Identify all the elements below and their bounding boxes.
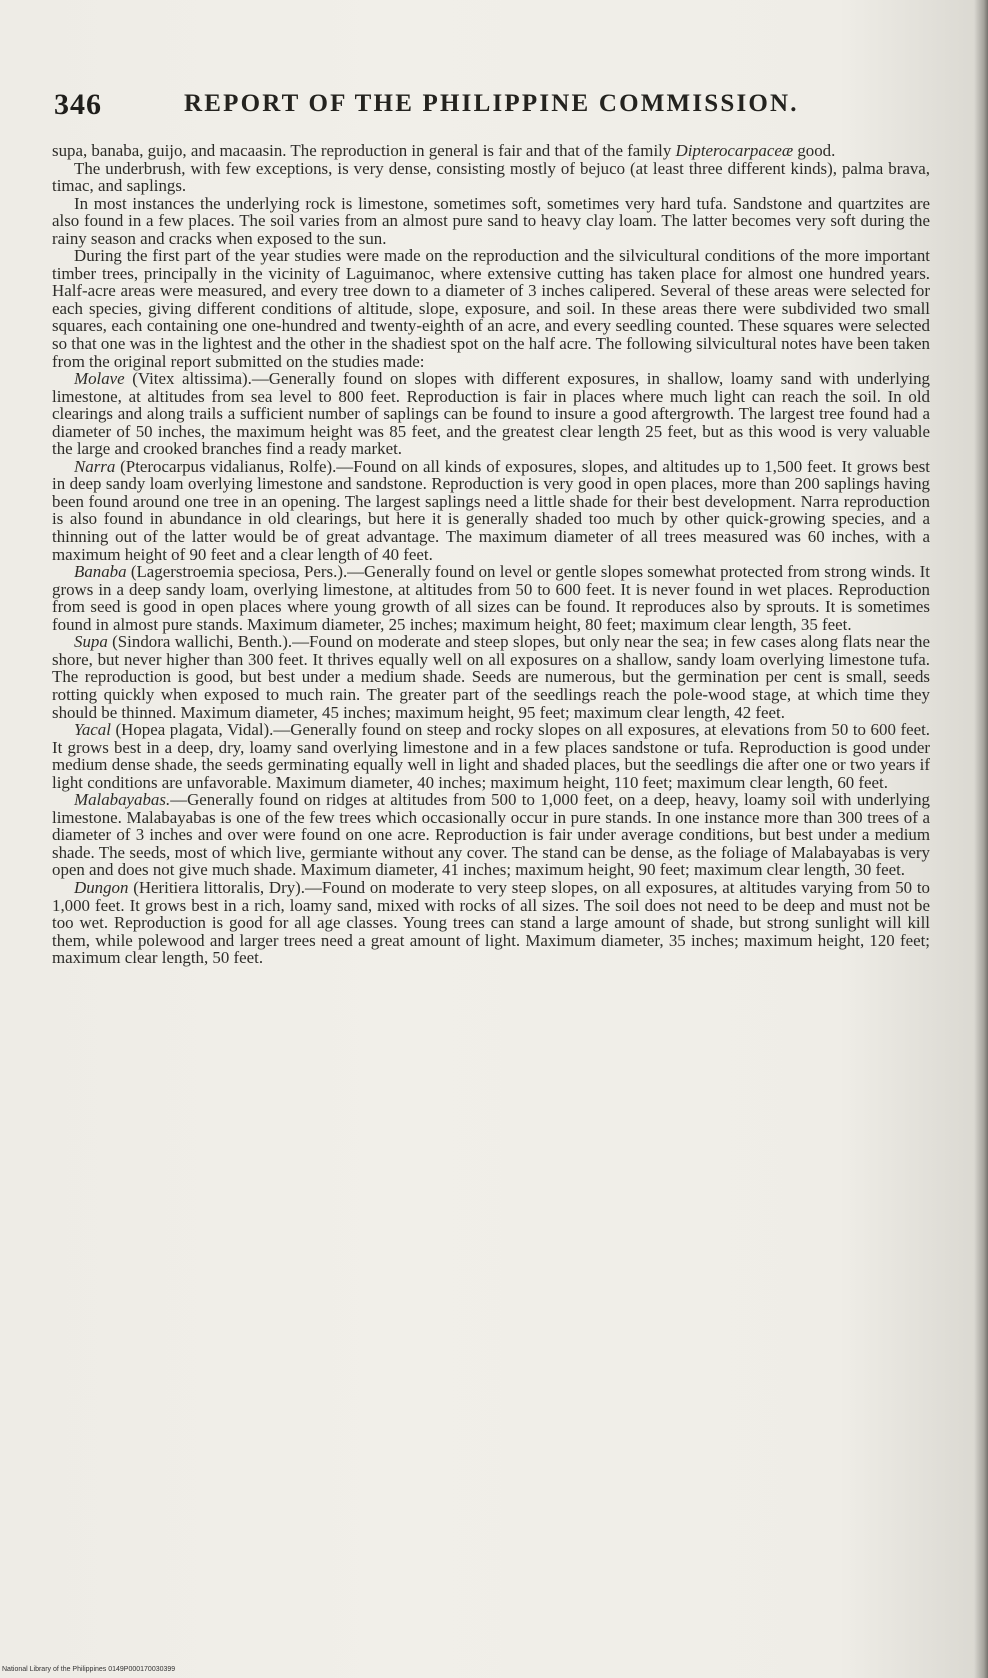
species-paragraph: [52, 458, 930, 563]
paragraph-text: (Hopea plagata, Vidal).—Generally found on steep and rocky slopes on all exposures, at elevations from 50 to 600 feet. It grows best in a deep, dry, loamy sand overlying limestone and in a few places sandstone or tufa. Reproduction is good under medium dense shade, the seeds germinating equally well in light and shaded places, but the seedlings die after one or two years if light conditions are unfavorable. Maximum diameter, 40 inches; maximum height, 110 feet; maximum clear length, 60 feet.: [52, 720, 930, 792]
page-edge-shadow: [974, 0, 988, 1678]
paragraph-text: During the first part of the year studies were made on the reproduction and the silvicultural conditions of the more important timber trees, principally in the vicinity of Laguimanoc, where extensive cutting has taken place for almost one hundred years. Half-acre areas were measured, and every tree down to a diameter of 3 inches calipered. Several of these areas were selected for each species, giving different conditions of altitude, slope, exposure, and soil. In these areas there were subdivided two small squares, each containing one one-hundred and twenty-eighth of an acre, and every seedling counted. These squares were selected so that one was in the lightest and the other in the shadiest spot on the half acre. The following silvicultural notes have been taken from the original report submitted on the studies made:: [52, 246, 930, 371]
running-head: REPORT OF THE PHILIPPINE COMMISSION.: [184, 90, 799, 117]
paragraph-text: (Pterocarpus vidalianus, Rolfe).—Found on all kinds of exposures, slopes, and altitudes up to 1,500 feet. It grows best in deep sandy loam overlying limestone and sandstone. Reproduction is very good in open places, more than 200 saplings having been found around one tree in an opening. The largest saplings need a little shade for their best development. Narra reproduction is also found in abundance in old clearings, but here it is generally shaded too much by other quick-growing species, and a thinning out of the latter would be of great advantage. The maximum diameter of all trees measured was 60 inches, with a maximum height of 90 feet and a clear length of 40 feet.: [52, 456, 930, 564]
paragraph-text: (Lagerstroemia speciosa, Pers.).—Generally found on level or gentle slopes somewhat protected from strong winds. It grows in a deep sandy loam, overlying limestone, at altitudes from 50 to 600 feet. It is never found in wet places. Reproduction from seed is good in open places where young growth of all sizes can be found. It reproduces also by sprouts. It is sometimes found in almost pure stands. Maximum diameter, 25 inches; maximum height, 80 feet; maximum clear length, 35 feet.: [52, 562, 930, 634]
paragraph-text: (Heritiera littoralis, Dry).—Found on moderate to very steep slopes, on all exposures, at altitudes varying from 50 to 1,000 feet. It grows best in a rich, loamy sand, mixed with rocks of all sizes. The soil does not need to be deep and must not be too wet. Reproduction is good for all age classes. Young trees can stand a large amount of shade, but strong sunlight will kill them, while polewood and larger trees need a great amount of light. Maximum diameter, 35 inches; maximum height, 120 feet; maximum clear length, 50 feet.: [52, 877, 930, 968]
paragraph: [52, 195, 930, 248]
species-name: Molave: [74, 369, 125, 389]
paragraph: [52, 247, 930, 370]
paragraph: [52, 142, 930, 160]
paragraph-text: The underbrush, with few exceptions, is very dense, consisting mostly of bejuco (at least three different kinds), palma brava, timac, and saplings.: [52, 158, 930, 196]
species-name: Malabayabas.: [74, 790, 171, 810]
species-paragraph: [52, 791, 930, 879]
species-name: Dungon: [74, 877, 129, 897]
paragraph: [52, 160, 930, 195]
page-number: 346: [54, 88, 102, 121]
species-name: Banaba: [74, 562, 127, 582]
species-paragraph: [52, 721, 930, 791]
family-name: Dipterocarpaceæ: [675, 141, 794, 160]
paragraph-text: supa, banaba, guijo, and macaasin. The reproduction in general is fair and that of the family: [52, 141, 676, 160]
species-paragraph: [52, 633, 930, 721]
species-paragraph: [52, 563, 930, 633]
page-header: [54, 88, 924, 128]
paragraph-text: (Vitex altissima).—Generally found on slopes with different exposures, in shallow, loamy sand with underlying limestone, at altitudes from sea level to 800 feet. Reproduction is fair in places where much light can reach the soil. In old clearings and along trails a sufficient number of saplings can be found to insure a good aftergrowth. The largest tree found had a diameter of 50 inches, the maximum height was 85 feet, and the greatest clear length 25 feet, but as this wood is very valuable the large and crooked branches find a ready market.: [52, 369, 930, 459]
paragraph-text: (Sindora wallichi, Benth.).—Found on moderate and steep slopes, but only near the sea; in few cases along flats near the shore, but never higher than 300 feet. It thrives equally well on all exposures on a shallow, sandy loam overlying limestone tufa. The reproduction is good, but best under a medium shade. Seeds are numerous, but the germination per cent is small, seeds rotting quickly when exposed to much rain. The greater part of the seedlings reach the pole-wood stage, at which time they should be thinned. Maximum diameter, 45 inches; maximum height, 95 feet; maximum clear length, 42 feet.: [52, 632, 930, 722]
paragraph-text: In most instances the underlying rock is limestone, sometimes soft, sometimes very hard tufa. Sandstone and quartzites are also found in a few places. The soil varies from an almost pure sand to heavy clay loam. The latter becomes very soft during the rainy season and cracks when exposed to the sun.: [52, 193, 930, 248]
body-text: [52, 142, 930, 967]
paragraph-text: good.: [793, 141, 836, 160]
paragraph-text: —Generally found on ridges at altitudes from 500 to 1,000 feet, on a deep, heavy, loamy soil with underlying limestone. Malabayabas is one of the few trees which occasionally occur in pure stands. In one instance more than 300 trees of a diameter of 3 inches and over were found on one acre. Reproduction is fair under average conditions, but best under a medium shade. The seeds, most of which live, germiante without any cover. The stand can be dense, as the foliage of Malabayabas is very open and does not give much shade. Maximum diameter, 41 inches; maximum height, 90 feet; maximum clear length, 30 feet.: [52, 790, 930, 880]
species-name: Narra: [74, 456, 116, 476]
species-name: Yacal: [74, 720, 111, 740]
species-name: Supa: [74, 632, 108, 652]
scan-credit: National Library of the Philippines 0149P000170030399: [2, 1666, 176, 1673]
species-paragraph: [52, 370, 930, 458]
species-paragraph: [52, 879, 930, 967]
